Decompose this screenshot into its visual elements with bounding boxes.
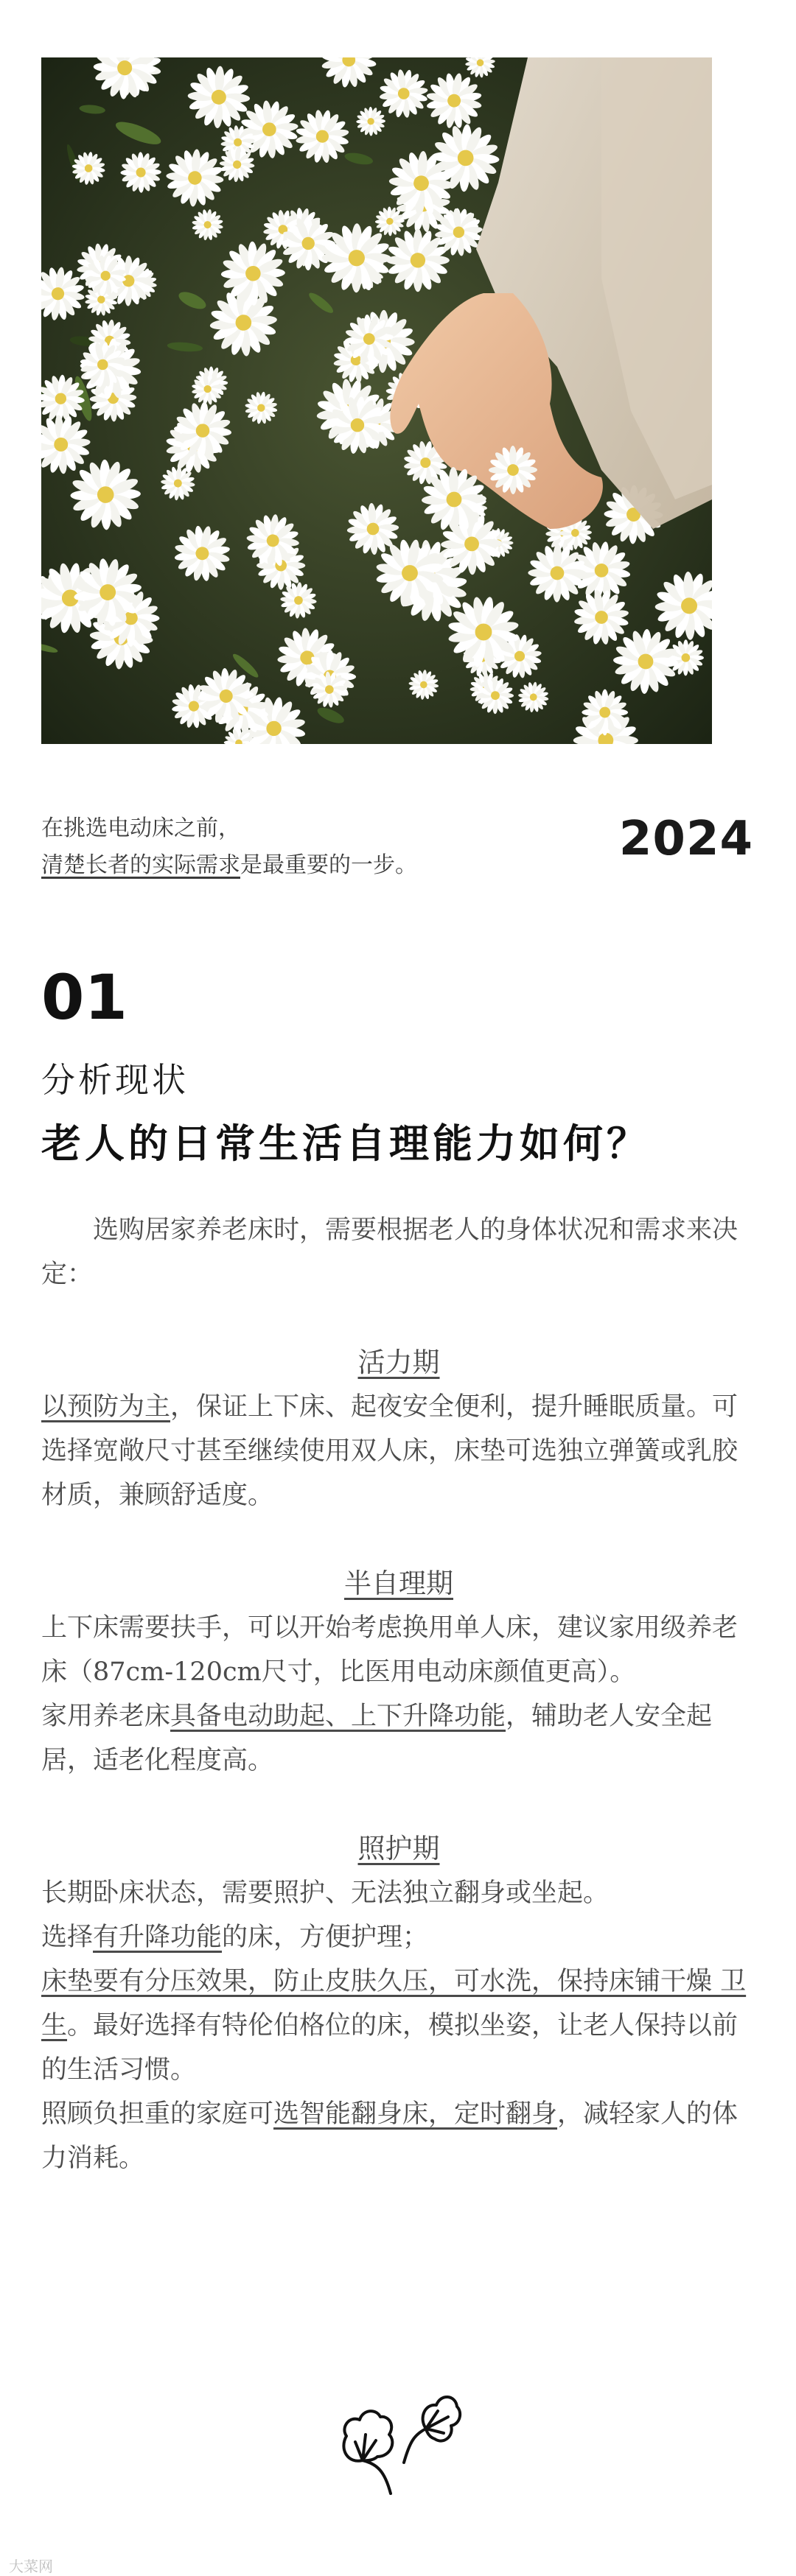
care-4a: 照顾负担重的家庭可 xyxy=(41,2099,274,2129)
watermark-text: 大菜网 xyxy=(9,2558,53,2575)
care-4-underlined: 选智能翻身床，定时翻身 xyxy=(273,2099,558,2129)
ginkgo-leaf-icon xyxy=(333,2383,463,2513)
intro-text xyxy=(41,810,417,884)
care-2-underlined: 有升降功能 xyxy=(93,1923,223,1952)
heading-semi-text: 半自理期 xyxy=(344,1568,453,1599)
section-number: 01 xyxy=(41,961,128,1033)
paragraph-semi-2 xyxy=(41,1694,756,1783)
heading-vitality-text: 活力期 xyxy=(357,1347,440,1378)
paragraph-care-2 xyxy=(41,1915,756,1959)
intro-line-1: 在挑选电动床之前， xyxy=(41,815,240,841)
care-2b: 的床，方便护理； xyxy=(222,1923,429,1952)
heading-care xyxy=(41,1827,756,1871)
paragraph-care-3 xyxy=(41,1959,756,2092)
semi-2b: ，辅助老人安全起居，适老化程度高。 xyxy=(41,1702,713,1775)
semi-2a: 家用养老床 xyxy=(41,1702,171,1731)
heading-semi-self-care xyxy=(41,1562,756,1606)
article-body xyxy=(41,1208,756,2180)
heading-vitality xyxy=(41,1341,756,1385)
daisy-photo xyxy=(41,57,712,744)
care-2a: 选择 xyxy=(41,1923,94,1952)
care-3-underlined: 床垫要有分压效果，防止皮肤久压，可水洗，保持床铺干燥 卫生 xyxy=(41,1967,747,2040)
care-4b: ，减轻家人的体力消耗。 xyxy=(41,2099,739,2173)
care-3b: 。最好选择有特伦伯格位的床，模拟坐姿，让老人保持以前的生活习惯。 xyxy=(41,2011,739,2085)
vitality-text: ，保证上下床、起夜安全便利，提升睡眠质量。可选择宽敞尺寸甚至继续使用双人床，床垫可选独立弹簧或乳胶材质，兼顾舒适度。 xyxy=(41,1392,739,1510)
paragraph-vitality xyxy=(41,1385,756,1517)
vitality-underlined: 以预防为主 xyxy=(41,1392,171,1422)
section-title: 老人的日常生活自理能力如何？ xyxy=(41,1120,650,1167)
intro-rest: 是最重要的一步。 xyxy=(240,852,417,878)
section-subtitle: 分析现状 xyxy=(41,1060,189,1100)
paragraph-semi-1: 上下床需要扶手，可以开始考虑换用单人床，建议家用级养老床（87cm-120cm尺寸，比医用电动床颜值更高）。 xyxy=(41,1613,739,1687)
lead-paragraph: 选购居家养老床时，需要根据老人的身体状况和需求来决定： xyxy=(41,1215,739,1289)
paragraph-care-1: 长期卧床状态，需要照护、无法独立翻身或坐起。 xyxy=(41,1878,610,1908)
intro-underlined: 清楚长者的实际需求 xyxy=(41,852,240,878)
semi-2-underlined: 具备电动助起、上下升降功能 xyxy=(170,1702,506,1731)
intro-line-2 xyxy=(41,847,417,884)
heading-care-text: 照护期 xyxy=(357,1833,440,1864)
paragraph-care-4 xyxy=(41,2092,756,2180)
year-label: 2024 xyxy=(618,812,753,866)
